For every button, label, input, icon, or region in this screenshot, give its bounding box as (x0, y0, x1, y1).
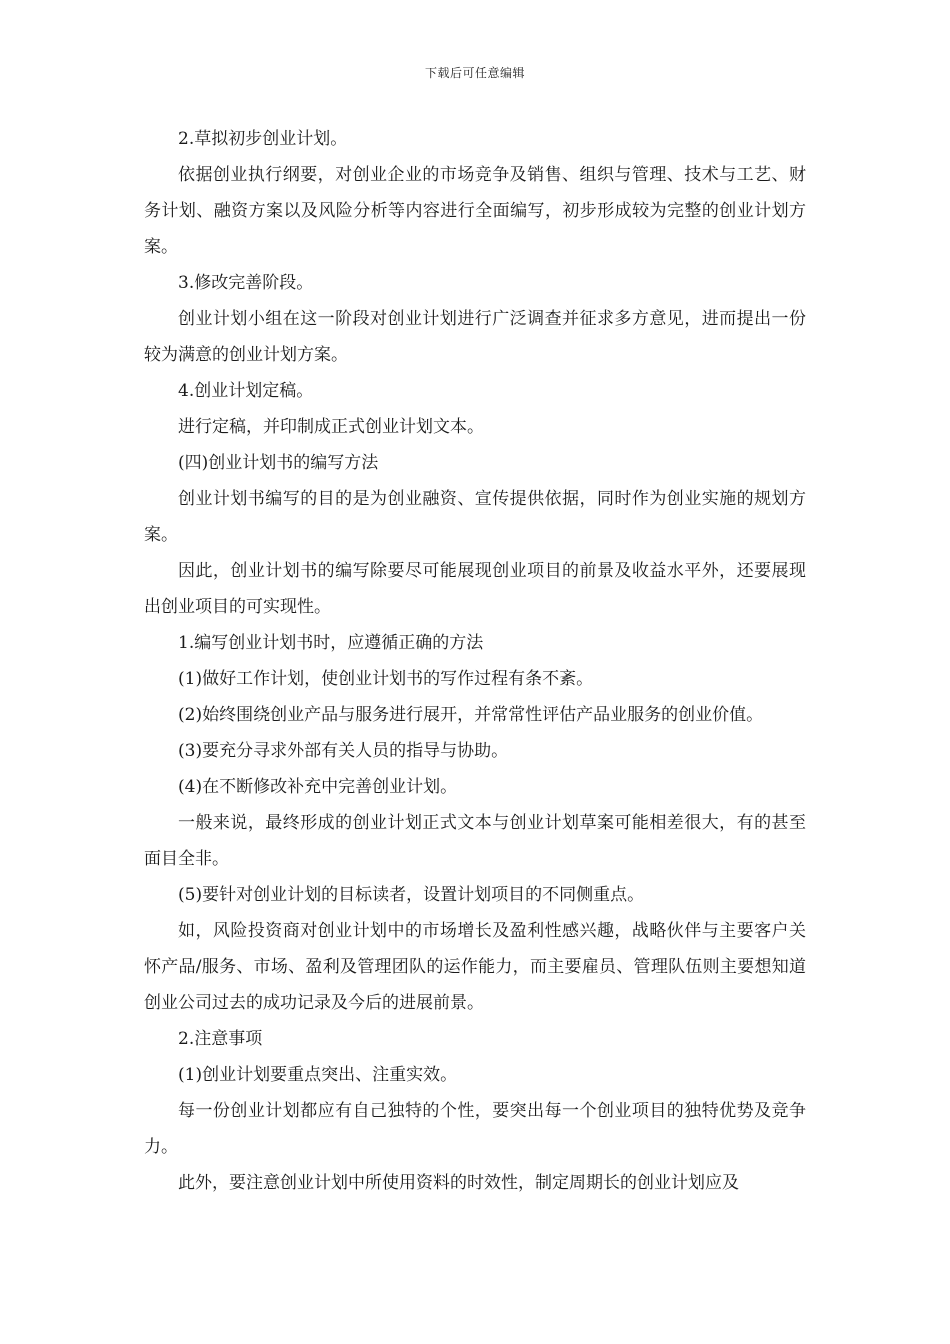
page-header: 下载后可任意编辑 (424, 66, 525, 80)
section-heading: (四)创业计划书的编写方法 (178, 453, 379, 473)
document-body (144, 121, 806, 1201)
paragraph: 此外，要注意创业计划中所使用资料的时效性，制定周期长的创业计划应及 (178, 1173, 739, 1193)
paragraph: (3)要充分寻求外部有关人员的指导与协助。 (178, 741, 509, 761)
paragraph: (1)做好工作计划，使创业计划书的写作过程有条不紊。 (178, 669, 594, 689)
paragraph: (2)始终围绕创业产品与服务进行展开，并常常性评估产品业服务的创业价值。 (178, 705, 764, 725)
paragraph: 进行定稿，并印制成正式创业计划文本。 (178, 417, 484, 437)
paragraph: (4)在不断修改补充中完善创业计划。 (178, 777, 458, 797)
paragraph: 因此，创业计划书的编写除要尽可能展现创业项目的前景及收益水平外，还要展现出创业项目的可实现性。 (144, 561, 806, 617)
paragraph: 1.编写创业计划书时，应遵循正确的方法 (178, 633, 484, 653)
paragraph: 2.注意事项 (178, 1029, 263, 1049)
paragraph: 依据创业执行纲要，对创业企业的市场竞争及销售、组织与管理、技术与工艺、财务计划、融资方案以及风险分析等内容进行全面编写，初步形成较为完整的创业计划方案。 (144, 165, 806, 257)
paragraph: 4.创业计划定稿。 (178, 381, 314, 401)
paragraph: 3.修改完善阶段。 (178, 273, 314, 293)
paragraph: 创业计划书编写的目的是为创业融资、宣传提供依据，同时作为创业实施的规划方案。 (144, 489, 806, 545)
paragraph: 一般来说，最终形成的创业计划正式文本与创业计划草案可能相差很大，有的甚至面目全非。 (144, 813, 806, 869)
paragraph: 创业计划小组在这一阶段对创业计划进行广泛调查并征求多方意见，进而提出一份较为满意的创业计划方案。 (144, 309, 806, 365)
paragraph: (1)创业计划要重点突出、注重实效。 (178, 1065, 458, 1085)
paragraph: 每一份创业计划都应有自己独特的个性，要突出每一个创业项目的独特优势及竞争力。 (144, 1101, 806, 1157)
paragraph: 2.草拟初步创业计划。 (178, 129, 348, 149)
paragraph: 如，风险投资商对创业计划中的市场增长及盈利性感兴趣，战略伙伴与主要客户关怀产品/服务、市场、盈利及管理团队的运作能力，而主要雇员、管理队伍则主要想知道创业公司过去的成功记录及今后的进展前景。 (144, 921, 806, 1013)
paragraph: (5)要针对创业计划的目标读者，设置计划项目的不同侧重点。 (178, 885, 645, 905)
